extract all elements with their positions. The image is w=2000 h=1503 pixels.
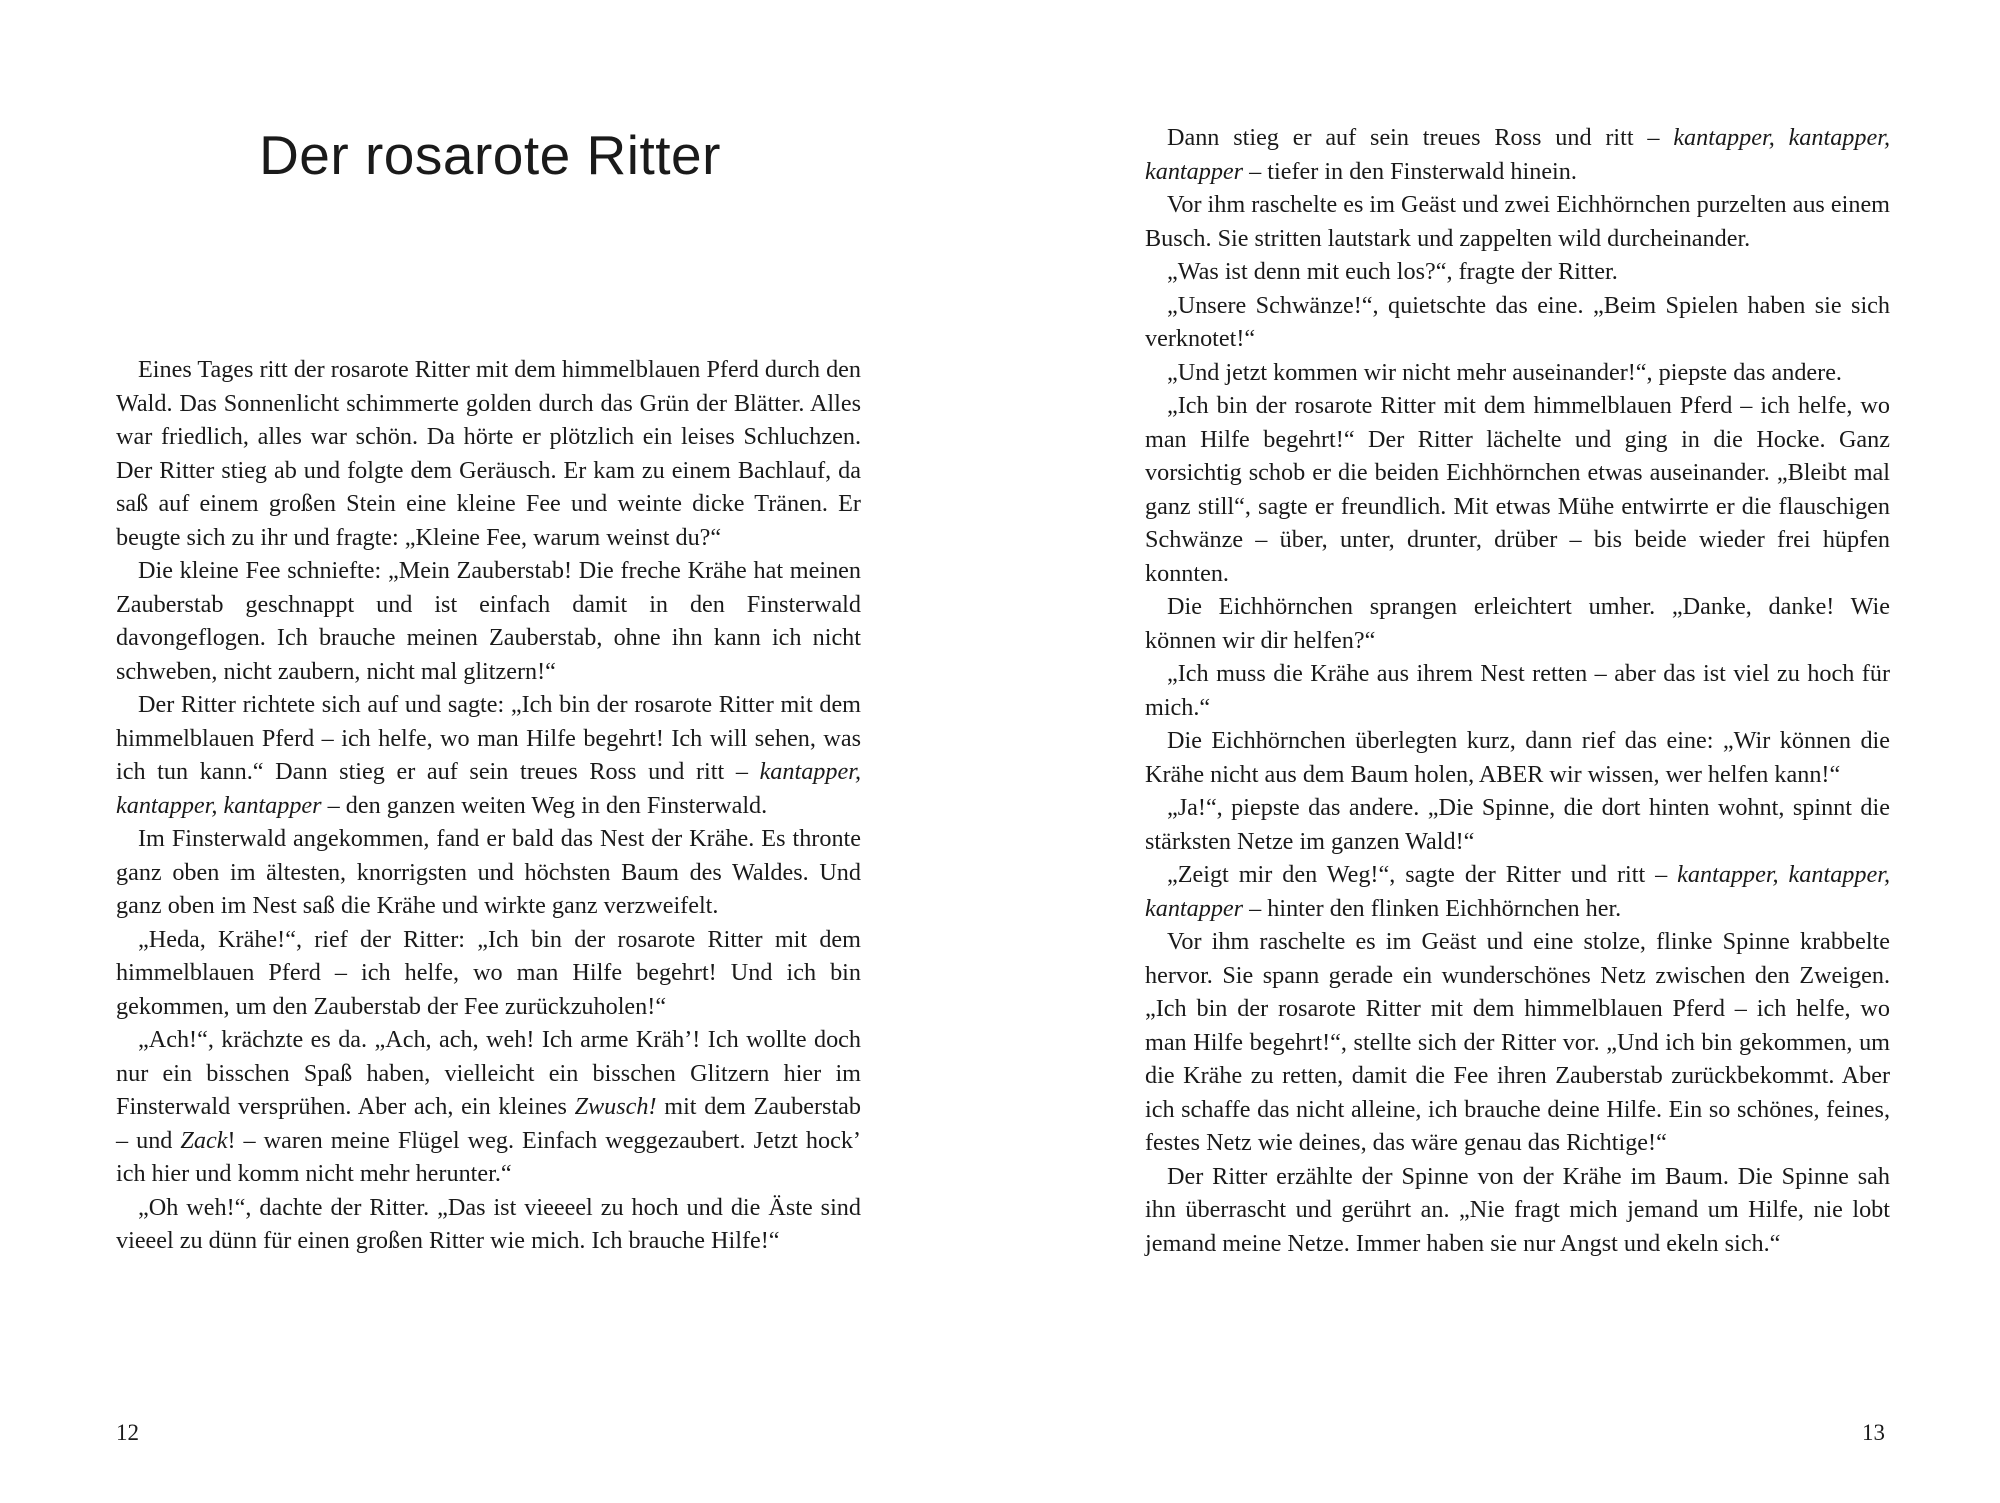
page-number: 12	[116, 1420, 139, 1445]
chapter-title: Der rosarote Ritter	[259, 124, 721, 186]
paragraph	[1145, 858, 1890, 925]
text-run: Der Ritter richtete sich auf und sagte: „Ich bin der rosarote Ritter mit dem himmelblauen Pferd – ich helfe, wo man Hilfe begehrt! Ich will sehen, was ich tun kann.“ Dann stieg er auf sein treues Ross und ritt –	[116, 691, 861, 785]
text-run: „Zeigt mir den Weg!“, sagte der Ritter und ritt –	[1167, 861, 1678, 888]
paragraph: Der Ritter erzählte der Spinne von der Krähe im Baum. Die Spinne sah ihn überrascht und gerührt an. „Nie fragt mich jemand um Hilfe, nie lobt jemand meine Netze. Immer haben sie nur Angst und ekeln sich.“	[1145, 1162, 1890, 1257]
paragraph: Vor ihm raschelte es im Geäst und zwei Eichhörnchen purzelten aus einem Busch. Sie stritten lautstark und zappelten wild durcheinander.	[1145, 191, 1890, 252]
text-run: – hinter den flinken Eichhörnchen her.	[1243, 894, 1622, 922]
paragraph: Im Finsterwald angekommen, fand er bald das Nest der Krähe. Es thronte ganz oben im ältesten, knorrigsten und höchsten Baum des Waldes. Und ganz oben im Nest saß die Krähe und wirkte ganz verzweifelt.	[116, 825, 861, 919]
emphasis-text: kantapper, kantapper, kantapper	[116, 758, 861, 819]
paragraph: Vor ihm raschelte es im Geäst und eine stolze, flinke Spinne krabbelte hervor. Sie spann gerade ein wunderschönes Netz zwischen den Zweigen. „Ich bin der rosarote Ritter mit dem himmelblauen Pferd – ich helfe, wo man Hilfe begehrt!“, stellte sich der Ritter vor. „Und ich bin gekommen, um die Krähe zu retten, damit die Fee ihren Zauberstab zurückbekommt. Aber ich schaffe das nicht alleine, ich brauche deine Hilfe. Ein so schönes, feines, festes Netz wie deines, das wäre genau das Richtige!“	[1145, 928, 1890, 1156]
left-page-body	[116, 353, 861, 1258]
text-run: „Ach!“, krächzte es da. „Ach, ach, weh! Ich arme Kräh’! Ich wollte doch nur ein bisschen Spaß haben, vielleicht ein bisschen Glitzern hier im Finsterwald versprühen. Aber ach, ein kleines	[116, 1026, 861, 1120]
text-run: – tiefer in den Finsterwald hinein.	[1243, 157, 1577, 185]
paragraph: „Ich muss die Krähe aus ihrem Nest retten – aber das ist viel zu hoch für mich.“	[1145, 660, 1890, 721]
paragraph: „Ja!“, piepste das andere. „Die Spinne, die dort hinten wohnt, spinnt die stärksten Netze im ganzen Wald!“	[1145, 794, 1890, 855]
paragraph	[1145, 121, 1890, 188]
text-run: mit dem Zauberstab – und	[116, 1093, 861, 1154]
paragraph: Die Eichhörnchen sprangen erleichtert umher. „Danke, danke! Wie können wir dir helfen?“	[1145, 593, 1890, 654]
text-run: Dann stieg er auf sein treues Ross und ritt –	[1167, 124, 1674, 151]
paragraph: Eines Tages ritt der rosarote Ritter mit dem himmelblauen Pferd durch den Wald. Das Sonnenlicht schimmerte golden durch das Grün der Blätter. Alles war friedlich, alles war schön. Da hörte er plötzlich ein leises Schluchzen. Der Ritter stieg ab und folgte dem Geräusch. Er kam zu einem Bachlauf, da saß auf einem großen Stein eine kleine Fee und weinte dicke Tränen. Er beugte sich zu ihr und fragte: „Kleine Fee, warum weinst du?“	[116, 356, 861, 551]
paragraph: Die kleine Fee schniefte: „Mein Zauberstab! Die freche Krähe hat meinen Zauberstab geschnappt und ist einfach damit in den Finsterwald davongeflogen. Ich brauche meinen Zauberstab, ohne ihn kann ich nicht schweben, nicht zaubern, nicht mal glitzern!“	[116, 557, 861, 685]
paragraph: „Oh weh!“, dachte der Ritter. „Das ist vieeeel zu hoch und die Äste sind vieeel zu dünn für einen großen Ritter wie mich. Ich brauche Hilfe!“	[116, 1193, 861, 1254]
paragraph	[116, 688, 861, 822]
right-page-body	[1145, 121, 1890, 1260]
paragraph: Die Eichhörnchen überlegten kurz, dann rief das eine: „Wir können die Krähe nicht aus dem Baum holen, ABER wir wissen, wer helfen kann!“	[1145, 727, 1890, 788]
paragraph: „Ich bin der rosarote Ritter mit dem himmelblauen Pferd – ich helfe, wo man Hilfe begehrt!“ Der Ritter lächelte und ging in die Hocke. Ganz vorsichtig schob er die beiden Eichhörnchen etwas auseinander. „Bleibt mal ganz still“, sagte er freundlich. Mit etwas Mühe entwirrte er die flauschigen Schwänze – über, unter, drunter, drüber – bis beide wieder frei hüpfen konnten.	[1145, 392, 1890, 587]
emphasis-text: Zwusch!	[574, 1093, 657, 1120]
paragraph	[116, 1023, 861, 1191]
paragraph: „Und jetzt kommen wir nicht mehr auseinander!“, piepste das andere.	[1167, 358, 1842, 386]
paragraph: „Was ist denn mit euch los?“, fragte der Ritter.	[1167, 258, 1618, 285]
emphasis-text: kantapper, kantapper, kantapper	[1145, 124, 1891, 185]
paragraph: „Unsere Schwänze!“, quietschte das eine. „Beim Spielen haben sie sich verknotet!“	[1145, 291, 1890, 352]
text-run: ! – waren meine Flügel weg. Einfach weggezaubert. Jetzt hock’ ich hier und komm nicht mehr herunter.“	[116, 1126, 861, 1187]
emphasis-text: Zack	[180, 1126, 228, 1154]
text-run: – den ganzen weiten Weg in den Finsterwald.	[321, 791, 768, 819]
page-number: 13	[1862, 1420, 1885, 1445]
paragraph: „Heda, Krähe!“, rief der Ritter: „Ich bin der rosarote Ritter mit dem himmelblauen Pferd – ich helfe, wo man Hilfe begehrt! Und ich bin gekommen, um den Zauberstab der Fee zurückzuholen!“	[116, 925, 861, 1020]
emphasis-text: kantapper, kantapper, kantapper	[1145, 861, 1890, 922]
